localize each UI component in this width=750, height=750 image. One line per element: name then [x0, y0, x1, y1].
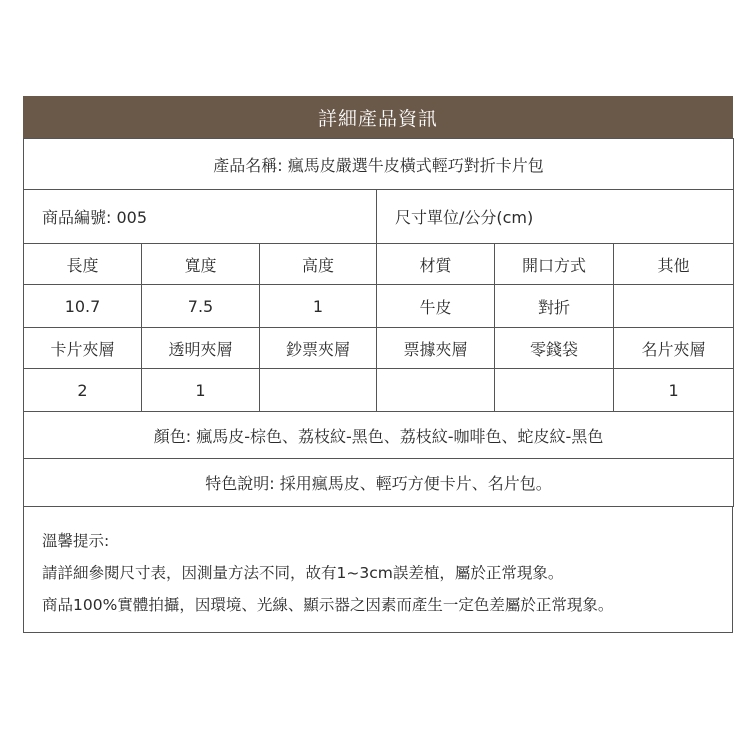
- spec-value-material: 牛皮: [377, 285, 495, 328]
- colors-cell: 顏色: 瘋馬皮-棕色、荔枝紋-黑色、荔枝紋-咖啡色、蛇皮紋-黑色: [24, 412, 734, 459]
- slot-value-card: 2: [24, 369, 142, 412]
- slot-header-receipt: 票據夾層: [377, 328, 495, 369]
- slot-header-namecard: 名片夾層: [614, 328, 734, 369]
- sheet-title: 詳細產品資訊: [317, 107, 438, 130]
- spec-table: [23, 138, 734, 507]
- notes-line-1: 請詳細參閱尺寸表，因測量方法不同，故有1~3cm誤差植，屬於正常現象。: [42, 564, 564, 582]
- spec-value-other: [614, 285, 734, 328]
- slot-header-bill: 鈔票夾層: [260, 328, 377, 369]
- product-code-cell: 商品編號: 005: [24, 190, 377, 244]
- spec-header-length: 長度: [24, 244, 142, 285]
- spec-header-material: 材質: [377, 244, 495, 285]
- spec-header-opening: 開口方式: [495, 244, 614, 285]
- slot-header-card: 卡片夾層: [24, 328, 142, 369]
- spec-value-height: 1: [260, 285, 377, 328]
- features-cell: 特色說明: 採用瘋馬皮、輕巧方便卡片、名片包。: [24, 459, 734, 507]
- sheet-header: [23, 96, 733, 138]
- spec-header-other: 其他: [614, 244, 734, 285]
- spec-header-height: 高度: [260, 244, 377, 285]
- notes-line-2: 商品100%實體拍攝，因環境、光線、顯示器之因素而產生一定色差屬於正常現象。: [42, 596, 614, 614]
- slot-value-coin: [495, 369, 614, 412]
- slot-header-clear: 透明夾層: [142, 328, 260, 369]
- slot-header-coin: 零錢袋: [495, 328, 614, 369]
- size-unit-cell: 尺寸單位/公分(cm): [377, 190, 734, 244]
- slot-value-namecard: 1: [614, 369, 734, 412]
- spec-value-width: 7.5: [142, 285, 260, 328]
- spec-header-width: 寬度: [142, 244, 260, 285]
- product-spec-sheet: [23, 96, 733, 633]
- slot-value-receipt: [377, 369, 495, 412]
- spec-value-opening: 對折: [495, 285, 614, 328]
- notes-box: [23, 507, 733, 633]
- notes-title: 溫馨提示:: [42, 532, 110, 550]
- slot-value-bill: [260, 369, 377, 412]
- spec-value-length: 10.7: [24, 285, 142, 328]
- slot-value-clear: 1: [142, 369, 260, 412]
- product-name-cell: 產品名稱: 瘋馬皮嚴選牛皮橫式輕巧對折卡片包: [24, 139, 734, 190]
